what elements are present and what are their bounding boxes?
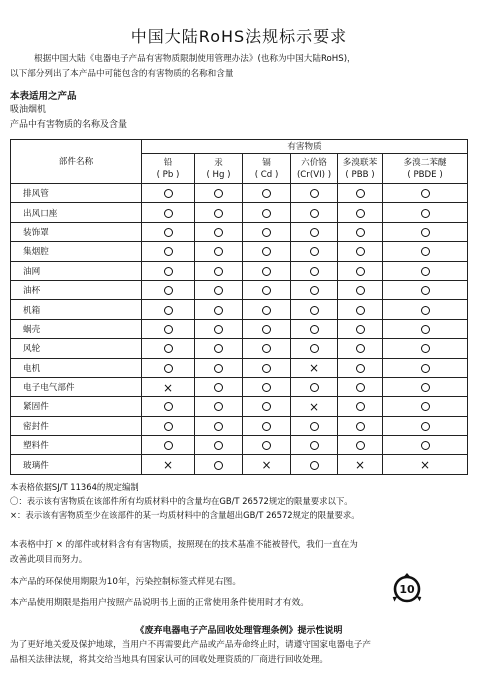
circle-icon — [164, 286, 173, 295]
compliant-circle-mark — [195, 184, 243, 203]
circle-icon — [262, 402, 271, 411]
efup-period-text: 本产品的环保使用期限为10年，污染控制标签式样见右图。 — [10, 577, 242, 587]
circle-icon — [164, 247, 173, 256]
compliant-circle-mark — [291, 339, 338, 358]
compliant-circle-mark — [142, 222, 195, 241]
compliant-circle-mark — [142, 339, 195, 358]
circle-icon — [310, 306, 319, 315]
exceeds-cross-mark — [243, 455, 291, 474]
circle-icon — [421, 306, 430, 315]
circle-icon — [262, 422, 271, 431]
exceeds-cross-mark — [291, 358, 338, 377]
circle-icon — [421, 267, 430, 276]
compliant-circle-mark — [338, 300, 383, 319]
compliant-circle-mark — [383, 397, 468, 416]
circle-icon — [356, 325, 365, 334]
compliant-circle-mark — [243, 339, 291, 358]
circle-icon — [421, 286, 430, 295]
page-title: 中国大陆RoHS法规标示要求 — [130, 27, 348, 46]
compliant-circle-mark — [142, 358, 195, 377]
circle-icon — [262, 286, 271, 295]
substance-symbol: ( Hg ) — [206, 169, 231, 180]
table-row — [11, 436, 468, 455]
table-row — [11, 397, 468, 416]
circle-icon — [356, 209, 365, 218]
compliant-circle-mark — [243, 203, 291, 222]
compliant-circle-mark — [142, 300, 195, 319]
part-name: 油网 — [11, 261, 142, 280]
compliant-circle-mark — [243, 416, 291, 435]
table-row — [11, 339, 468, 358]
substance-column-header — [142, 154, 195, 184]
compliant-circle-mark — [291, 184, 338, 203]
table-row — [11, 280, 468, 299]
compliant-circle-mark — [195, 377, 243, 396]
compliant-circle-mark — [338, 377, 383, 396]
substance-symbol: (Cr(VI) ) — [296, 169, 332, 180]
cross-mark-text: × — [308, 361, 320, 376]
circle-icon — [310, 422, 319, 431]
part-name: 风轮 — [11, 339, 142, 358]
compliant-circle-mark — [195, 397, 243, 416]
circle-icon — [310, 325, 319, 334]
substance-column-header — [243, 154, 291, 184]
compliant-circle-mark — [291, 416, 338, 435]
circle-icon — [356, 383, 365, 392]
compliant-circle-mark — [291, 261, 338, 280]
compliant-circle-mark — [338, 203, 383, 222]
substance-name: 多溴二苯醚 — [403, 157, 447, 168]
substance-header: 有害物质 — [142, 140, 468, 154]
substance-column-header — [383, 154, 468, 184]
part-name: 电子电气部件 — [11, 377, 142, 396]
circle-icon — [164, 189, 173, 198]
circle-icon — [356, 286, 365, 295]
compliant-circle-mark — [383, 184, 468, 203]
part-name: 紧固件 — [11, 397, 142, 416]
compliant-circle-mark — [142, 319, 195, 338]
compliant-circle-mark — [338, 184, 383, 203]
circle-icon — [164, 422, 173, 431]
part-name: 电机 — [11, 358, 142, 377]
circle-icon — [262, 189, 271, 198]
circle-icon — [421, 422, 430, 431]
circle-icon — [421, 189, 430, 198]
table-row — [11, 222, 468, 241]
circle-icon — [214, 383, 223, 392]
mark-line-1: 本表格中打 × 的部件或材料含有有害物质，按照现在的技术基准不能被替代，我们一直在为 — [10, 540, 358, 550]
circle-icon — [310, 383, 319, 392]
compliant-circle-mark — [338, 261, 383, 280]
circle-icon — [164, 344, 173, 353]
compliant-circle-mark — [291, 203, 338, 222]
compliant-circle-mark — [142, 397, 195, 416]
circle-icon — [214, 441, 223, 450]
compliant-circle-mark — [243, 280, 291, 299]
compliant-circle-mark — [195, 203, 243, 222]
circle-icon — [356, 228, 365, 237]
circle-icon — [421, 344, 430, 353]
circle-icon — [310, 209, 319, 218]
section-heading: 本表适用之产品 — [10, 91, 77, 102]
circle-icon — [214, 267, 223, 276]
table-row — [11, 261, 468, 280]
cross-note: ×：表示该有害物质至少在该部件的某一均质材料中的含量超出GB/T 26572规定的限量要求。 — [10, 510, 360, 520]
substance-name: 铅 — [163, 157, 173, 168]
compliant-circle-mark — [195, 242, 243, 261]
compliant-circle-mark — [338, 222, 383, 241]
compliant-circle-mark — [142, 280, 195, 299]
exceeds-cross-mark — [383, 455, 468, 474]
intro-line-2: 以下部分列出了本产品中可能包含的有害物质的名称和含量 — [10, 69, 234, 79]
compliant-circle-mark — [383, 300, 468, 319]
compliant-circle-mark — [338, 319, 383, 338]
compliant-circle-mark — [291, 300, 338, 319]
circle-icon — [310, 344, 319, 353]
intro-line-1: 根据中国大陆《电器电子产品有害物质限制使用管理办法》(也称为中国大陆RoHS)， — [34, 54, 356, 64]
circle-icon — [356, 306, 365, 315]
compliant-circle-mark — [383, 319, 468, 338]
compliant-circle-mark — [291, 455, 338, 474]
mark-paragraph — [10, 538, 470, 568]
compliant-circle-mark — [338, 339, 383, 358]
compliant-circle-mark — [383, 436, 468, 455]
compliant-circle-mark — [338, 416, 383, 435]
circle-icon — [262, 306, 271, 315]
efup-validity-text: 本产品使用期限是指用户按照产品说明书上面的正常使用条件使用时才有效。 — [10, 598, 310, 608]
circle-icon — [214, 344, 223, 353]
cross-mark-text: × — [162, 380, 174, 395]
circle-icon — [262, 344, 271, 353]
circle-icon — [421, 209, 430, 218]
cross-mark-text: × — [162, 458, 174, 473]
circle-icon — [164, 364, 173, 373]
compliant-circle-mark — [243, 319, 291, 338]
circle-icon — [421, 247, 430, 256]
compliant-circle-mark — [243, 300, 291, 319]
substance-name: 多溴联苯 — [342, 157, 378, 168]
table-row — [11, 416, 468, 435]
circle-icon — [356, 441, 365, 450]
substance-column-header — [291, 154, 338, 184]
compliant-circle-mark — [195, 416, 243, 435]
compliant-circle-mark — [243, 358, 291, 377]
table-row — [11, 358, 468, 377]
circle-icon — [214, 325, 223, 334]
compliant-circle-mark — [383, 377, 468, 396]
part-name: 集烟腔 — [11, 242, 142, 261]
compliant-circle-mark — [383, 242, 468, 261]
table-caption: 产品中有害物质的名称及含量 — [10, 120, 128, 130]
substance-name: 镉 — [262, 157, 271, 168]
circle-icon — [214, 286, 223, 295]
part-name: 出风口座 — [11, 203, 142, 222]
compliant-circle-mark — [383, 261, 468, 280]
substance-symbol: ( PBB ) — [345, 169, 375, 180]
recycling-line-2: 品相关法律法规，将其交给当地具有国家认可的回收处理资质的厂商进行回收处理。 — [10, 655, 328, 665]
compliant-circle-mark — [291, 222, 338, 241]
exceeds-cross-mark — [338, 455, 383, 474]
exceeds-cross-mark — [142, 377, 195, 396]
recycling-line-1: 为了更好地关爱及保护地球，当用户不再需要此产品或产品寿命终止时，请遵守国家电器电子产 — [10, 640, 371, 650]
circle-icon — [421, 383, 430, 392]
compliant-circle-mark — [195, 280, 243, 299]
substance-column-header — [195, 154, 243, 184]
circle-icon — [310, 189, 319, 198]
circle-icon — [421, 402, 430, 411]
part-name: 排风管 — [11, 184, 142, 203]
part-name: 密封件 — [11, 416, 142, 435]
intro-paragraph — [10, 52, 470, 82]
compliant-circle-mark — [142, 242, 195, 261]
circle-icon — [421, 441, 430, 450]
circle-icon — [310, 461, 319, 470]
compliant-circle-mark — [195, 455, 243, 474]
substance-column-header — [338, 154, 383, 184]
substance-symbol: ( Cd ) — [254, 169, 279, 180]
table-row — [11, 242, 468, 261]
table-row — [11, 455, 468, 474]
circle-icon — [356, 344, 365, 353]
compliant-circle-mark — [338, 280, 383, 299]
circle-icon — [262, 441, 271, 450]
compliant-circle-mark — [195, 358, 243, 377]
compliant-circle-mark — [142, 184, 195, 203]
circle-icon — [356, 267, 365, 276]
circle-icon — [164, 267, 173, 276]
circle-icon — [164, 325, 173, 334]
circle-icon — [356, 422, 365, 431]
compliant-circle-mark — [291, 436, 338, 455]
circle-icon — [262, 267, 271, 276]
compliant-circle-mark — [383, 358, 468, 377]
table-row — [11, 203, 468, 222]
compliant-circle-mark — [291, 319, 338, 338]
circle-icon — [421, 325, 430, 334]
cross-mark-text: × — [419, 458, 431, 473]
circle-icon — [214, 228, 223, 237]
compliant-circle-mark — [383, 280, 468, 299]
substance-name: 六价铬 — [301, 157, 327, 168]
recycling-body — [10, 638, 470, 668]
circle-icon — [164, 441, 173, 450]
circle-icon — [356, 189, 365, 198]
part-name: 蜗壳 — [11, 319, 142, 338]
circle-note: 〇：表示该有害物质在该部件所有均质材料中的含量均在GB/T 26572规定的限量要求以下。 — [10, 496, 353, 506]
cross-mark-text: × — [308, 399, 320, 414]
circle-icon — [356, 247, 365, 256]
compliant-circle-mark — [243, 184, 291, 203]
part-name: 玻璃件 — [11, 455, 142, 474]
circle-icon — [214, 422, 223, 431]
compliant-circle-mark — [243, 397, 291, 416]
efup-number: 10 — [399, 583, 415, 596]
circle-icon — [214, 364, 223, 373]
compliant-circle-mark — [195, 300, 243, 319]
circle-icon — [356, 364, 365, 373]
circle-icon — [262, 247, 271, 256]
mark-line-2: 改善此项目而努力。 — [10, 555, 88, 565]
hazardous-substance-table — [10, 139, 468, 475]
circle-icon — [262, 228, 271, 237]
compliant-circle-mark — [142, 416, 195, 435]
circle-icon — [310, 441, 319, 450]
circle-icon — [310, 286, 319, 295]
exceeds-cross-mark — [142, 455, 195, 474]
compliant-circle-mark — [383, 203, 468, 222]
circle-icon — [164, 402, 173, 411]
compliant-circle-mark — [291, 242, 338, 261]
circle-icon — [214, 189, 223, 198]
compliant-circle-mark — [195, 436, 243, 455]
circle-icon — [262, 209, 271, 218]
circle-icon — [164, 209, 173, 218]
part-name: 装饰罩 — [11, 222, 142, 241]
compliant-circle-mark — [243, 436, 291, 455]
substance-symbol: ( Pb ) — [156, 169, 180, 180]
circle-icon — [262, 364, 271, 373]
compliant-circle-mark — [338, 242, 383, 261]
compliant-circle-mark — [142, 261, 195, 280]
compliant-circle-mark — [195, 261, 243, 280]
compliant-circle-mark — [243, 377, 291, 396]
compliant-circle-mark — [243, 261, 291, 280]
recycling-title: 《废弃电器电子产品回收处理管理条例》提示性说明 — [135, 626, 343, 636]
substance-symbol: ( PBDE ) — [407, 169, 443, 180]
compliant-circle-mark — [383, 222, 468, 241]
circle-icon — [214, 209, 223, 218]
compliant-circle-mark — [195, 222, 243, 241]
notes — [10, 480, 472, 522]
compliant-circle-mark — [383, 416, 468, 435]
compliant-circle-mark — [338, 358, 383, 377]
circle-icon — [214, 247, 223, 256]
compliant-circle-mark — [338, 436, 383, 455]
compliant-circle-mark — [195, 339, 243, 358]
compliant-circle-mark — [383, 339, 468, 358]
cross-mark-text: × — [261, 458, 272, 473]
circle-icon — [310, 228, 319, 237]
compliant-circle-mark — [142, 203, 195, 222]
efup-10-recycle-icon — [389, 571, 425, 607]
product-name: 吸油烟机 — [10, 105, 47, 115]
part-name-header: 部件名称 — [11, 140, 142, 184]
cross-mark-text: × — [354, 458, 366, 473]
compliant-circle-mark — [338, 397, 383, 416]
table-row — [11, 319, 468, 338]
compliant-circle-mark — [291, 280, 338, 299]
compliant-circle-mark — [142, 436, 195, 455]
circle-icon — [421, 228, 430, 237]
circle-icon — [214, 306, 223, 315]
circle-icon — [164, 306, 173, 315]
exceeds-cross-mark — [291, 397, 338, 416]
circle-icon — [356, 402, 365, 411]
substance-name: 汞 — [214, 157, 223, 168]
part-name: 塑料件 — [11, 436, 142, 455]
circle-icon — [262, 325, 271, 334]
part-name: 机箱 — [11, 300, 142, 319]
compliant-circle-mark — [243, 222, 291, 241]
table-row — [11, 184, 468, 203]
part-name: 油杯 — [11, 280, 142, 299]
circle-icon — [310, 247, 319, 256]
circle-icon — [214, 461, 223, 470]
circle-icon — [421, 364, 430, 373]
circle-icon — [310, 267, 319, 276]
standard-note: 本表格依据SJ/T 11364的规定编制 — [10, 482, 139, 492]
circle-icon — [164, 228, 173, 237]
circle-icon — [214, 402, 223, 411]
table-row — [11, 377, 468, 396]
compliant-circle-mark — [243, 242, 291, 261]
table-row — [11, 300, 468, 319]
compliant-circle-mark — [195, 319, 243, 338]
compliant-circle-mark — [291, 377, 338, 396]
circle-icon — [262, 383, 271, 392]
